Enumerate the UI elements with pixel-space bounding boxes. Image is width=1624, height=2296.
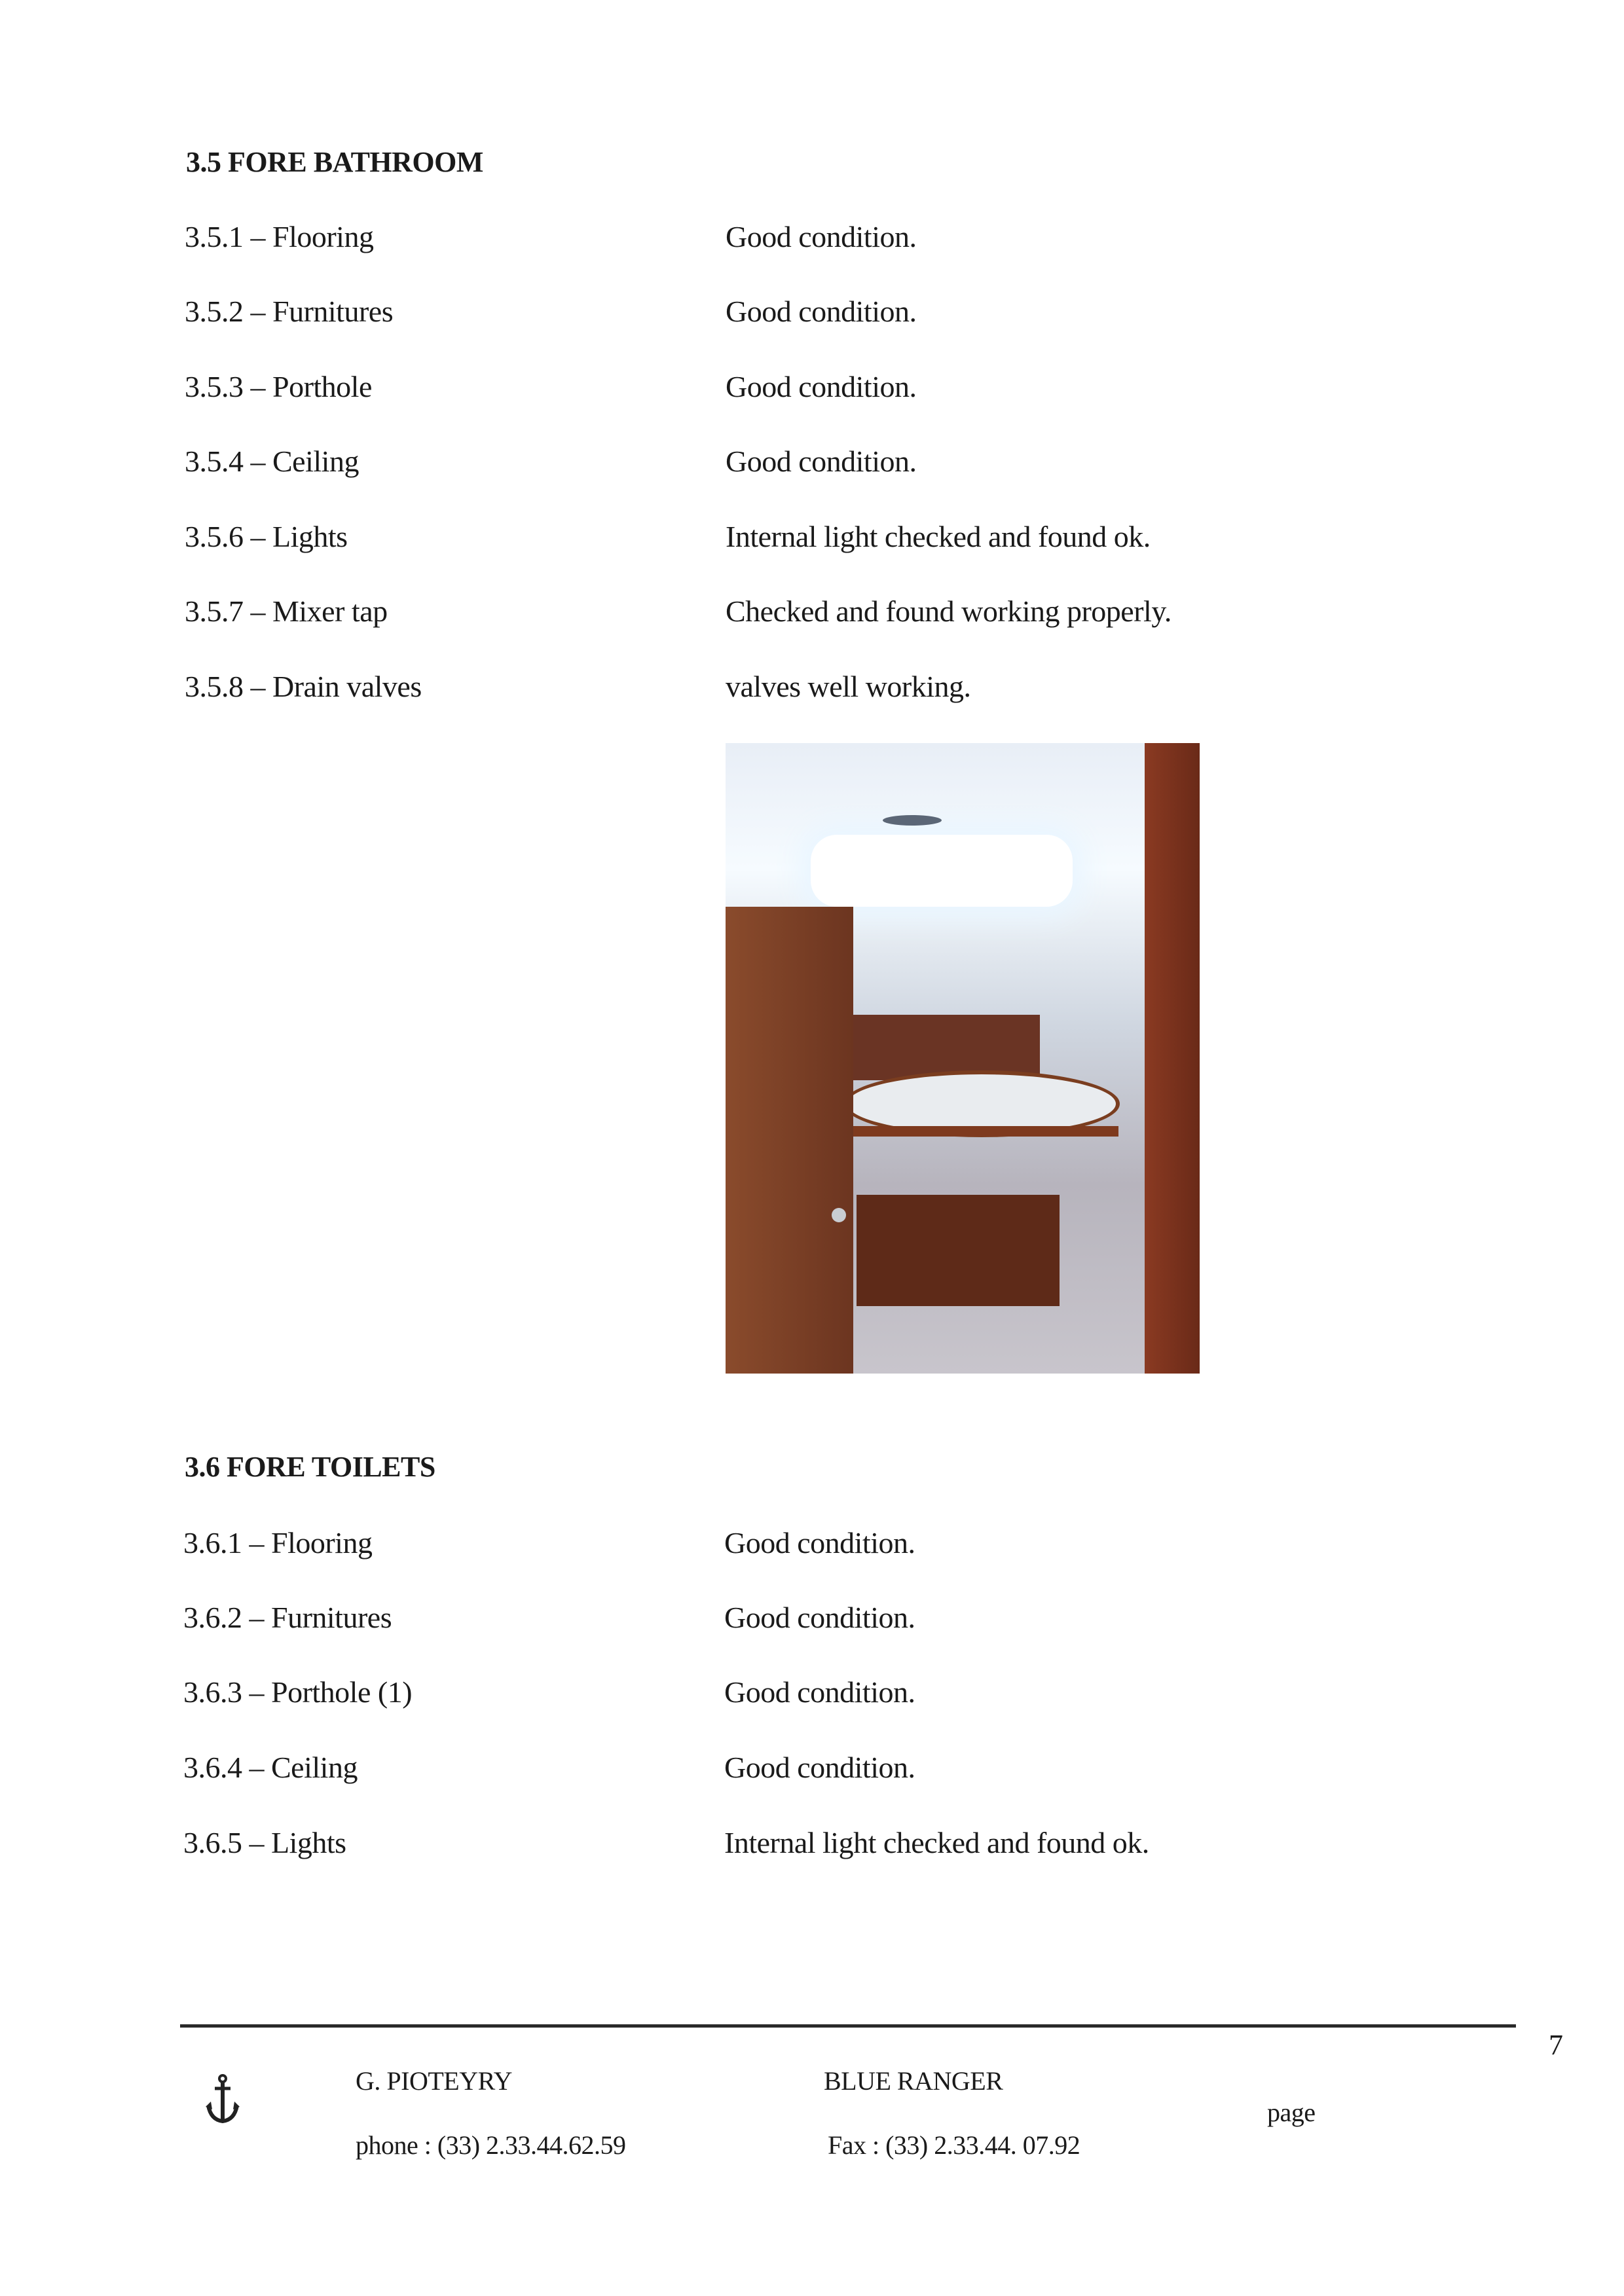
item-label: 3.6.4 – Ceiling — [183, 1751, 358, 1784]
item-label: 3.6.1 – Flooring — [183, 1526, 373, 1559]
item-label: 3.5.6 – Lights — [185, 520, 348, 553]
anchor-icon — [204, 2074, 241, 2124]
footer-divider — [180, 2024, 1516, 2028]
author-phone: phone : (33) 2.33.44.62.59 — [356, 2130, 626, 2160]
author-name: G. PIOTEYRY — [356, 2066, 512, 2096]
item-label: 3.6.3 – Porthole (1) — [183, 1675, 413, 1709]
item-value: Good condition. — [726, 220, 917, 253]
section-heading-fore-bathroom: 3.5 FORE BATHROOM — [186, 146, 483, 178]
bathroom-photo — [726, 743, 1200, 1374]
item-value: Good condition. — [726, 370, 917, 403]
page-label: page — [1267, 2098, 1316, 2127]
item-value: Good condition. — [724, 1601, 915, 1634]
item-value: Good condition. — [726, 445, 917, 478]
item-label: 3.6.5 – Lights — [183, 1826, 346, 1859]
item-value: Internal light checked and found ok. — [726, 520, 1151, 553]
company-fax: Fax : (33) 2.33.44. 07.92 — [828, 2130, 1080, 2160]
item-value: valves well working. — [726, 670, 971, 703]
item-label: 3.5.3 – Porthole — [185, 370, 372, 403]
item-value: Good condition. — [724, 1751, 915, 1784]
item-label: 3.6.2 – Furnitures — [183, 1601, 392, 1634]
item-value: Good condition. — [724, 1526, 915, 1559]
item-label: 3.5.4 – Ceiling — [185, 445, 359, 478]
item-value: Good condition. — [724, 1675, 915, 1709]
section-heading-fore-toilets: 3.6 FORE TOILETS — [185, 1451, 435, 1483]
page-number: 7 — [1549, 2029, 1563, 2061]
item-label: 3.5.1 – Flooring — [185, 220, 374, 253]
item-label: 3.5.7 – Mixer tap — [185, 594, 388, 628]
item-label: 3.5.2 – Furnitures — [185, 295, 394, 328]
item-value: Internal light checked and found ok. — [724, 1826, 1149, 1859]
item-label: 3.5.8 – Drain valves — [185, 670, 422, 703]
company-name: BLUE RANGER — [824, 2066, 1003, 2096]
item-value: Good condition. — [726, 295, 917, 328]
item-value: Checked and found working properly. — [726, 594, 1172, 628]
